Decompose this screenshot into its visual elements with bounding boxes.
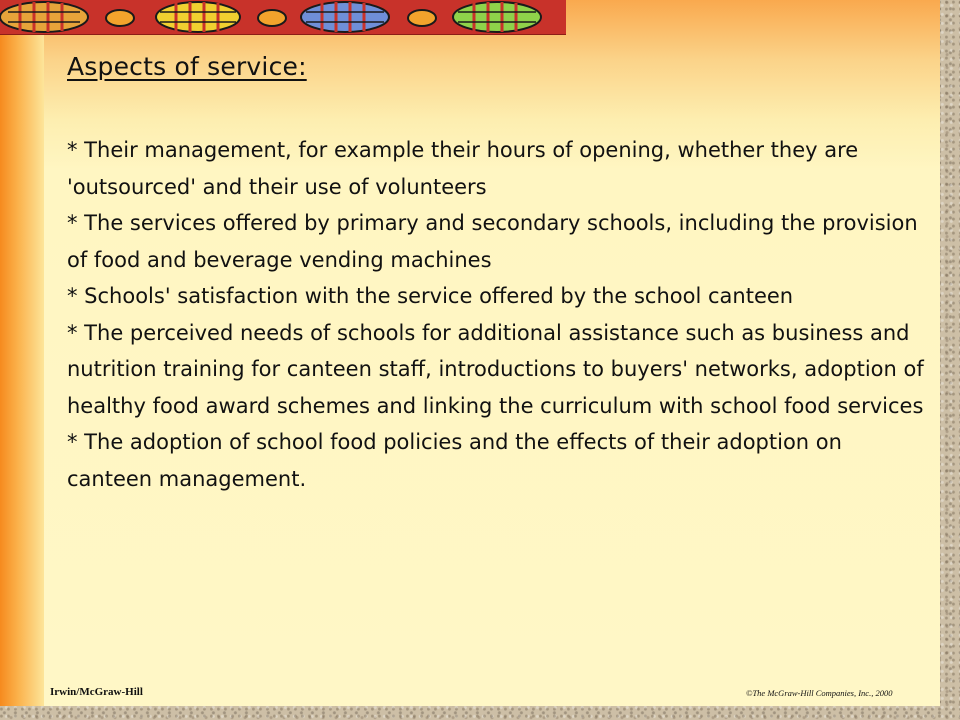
slide-title: Aspects of service: (67, 52, 307, 81)
left-orange-band (0, 0, 44, 706)
bullet-item: * The perceived needs of schools for additional assistance such as business and nutrition training for canteen staff, introductions to buyers' networks, adoption of healthy food award schemes and linking the curriculum with school food services (67, 320, 924, 418)
slide-body (67, 132, 927, 497)
footer-copyright: ©The McGraw-Hill Companies, Inc., 2000 (746, 688, 893, 698)
bullet-item: * Their management, for example their hours of opening, whether they are 'outsourced' and their use of volunteers (67, 138, 859, 199)
bullet-item: * The adoption of school food policies and the effects of their adoption on canteen management. (67, 430, 842, 491)
bullet-item: * The services offered by primary and secondary schools, including the provision of food and beverage vending machines (67, 211, 918, 272)
decorative-banner (0, 0, 566, 35)
woven-pattern-icon (0, 0, 566, 34)
footer-publisher: Irwin/McGraw-Hill (50, 686, 143, 698)
bullet-item: * Schools' satisfaction with the service offered by the school canteen (67, 284, 794, 308)
